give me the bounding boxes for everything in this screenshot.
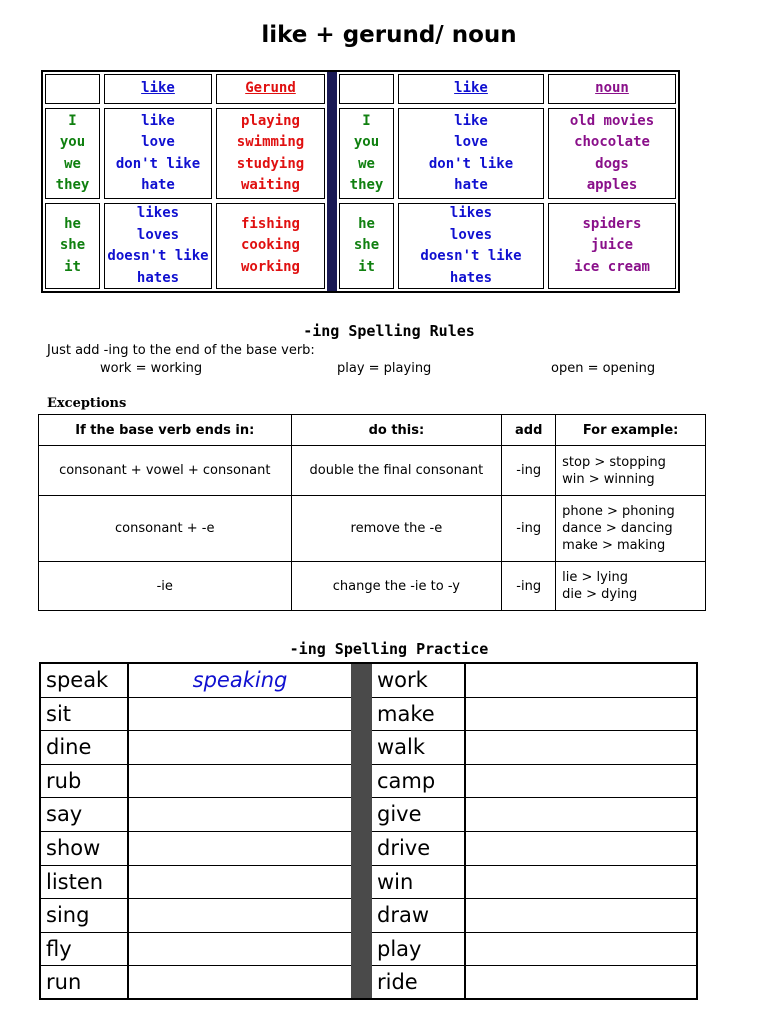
verb: like xyxy=(141,112,175,129)
base-verb: walk xyxy=(377,735,426,760)
verbs-singular-left xyxy=(102,201,214,291)
pronoun: she xyxy=(353,237,380,254)
nouns-row2 xyxy=(546,201,678,291)
column-line xyxy=(464,664,466,998)
noun: chocolate xyxy=(574,134,650,150)
verb: don't like xyxy=(428,155,514,172)
action-cell: change the -ie to -y xyxy=(291,562,502,611)
verb: likes xyxy=(136,205,180,221)
gerund: waiting xyxy=(240,177,300,193)
rule-example: open = opening xyxy=(551,361,656,376)
spelling-rules-title: -ing Spelling Rules xyxy=(303,322,475,340)
gerunds-row1 xyxy=(214,106,327,201)
gerund: swimming xyxy=(236,134,305,150)
base-verb: win xyxy=(377,869,414,894)
base-verb: dine xyxy=(46,735,92,760)
base-verb: sit xyxy=(46,701,72,726)
example-line: lie > lying xyxy=(562,570,628,585)
base-verb: play xyxy=(377,936,422,961)
column-header: do this: xyxy=(291,415,502,446)
base-verb: listen xyxy=(46,869,104,894)
verb: hates xyxy=(136,269,180,286)
verb: loves xyxy=(136,226,180,243)
pronoun: I xyxy=(68,112,77,129)
base-verb: sing xyxy=(46,903,90,928)
header-noun: noun xyxy=(546,72,678,106)
pronouns-plural-right xyxy=(337,106,396,201)
base-verb: make xyxy=(377,701,435,726)
like-gerund-noun-table xyxy=(41,70,680,293)
pronoun: it xyxy=(64,258,81,275)
column-header: For example: xyxy=(556,415,706,446)
ending-cell: consonant + vowel + consonant xyxy=(39,446,292,496)
header-empty-left xyxy=(43,72,102,106)
verb: don't like xyxy=(115,155,201,172)
verb: hate xyxy=(454,177,488,193)
answer-field[interactable]: speaking xyxy=(192,668,288,692)
rule-example: play = playing xyxy=(337,361,432,376)
noun: apples xyxy=(586,177,638,193)
pronoun: you xyxy=(353,134,380,150)
pronouns-plural-left xyxy=(43,106,102,201)
column-header: If the base verb ends in: xyxy=(39,415,292,446)
examples-cell xyxy=(556,446,706,496)
base-verb: ride xyxy=(377,970,418,995)
verb: like xyxy=(454,112,488,129)
gerund: fishing xyxy=(240,215,300,232)
table-header-row xyxy=(39,415,706,446)
practice-title: -ing Spelling Practice xyxy=(289,640,489,658)
verb: doesn't like xyxy=(420,248,522,264)
table-divider xyxy=(327,72,337,291)
rule-example: work = working xyxy=(100,361,203,376)
examples-cell xyxy=(556,562,706,611)
exceptions-label: Exceptions xyxy=(47,396,127,411)
pronouns-singular-right xyxy=(337,201,396,291)
base-verb: camp xyxy=(377,768,436,793)
example-line: win > winning xyxy=(562,471,655,487)
table-row xyxy=(39,446,706,496)
verbs-plural-left xyxy=(102,106,214,201)
header-like-right: like xyxy=(396,72,546,106)
ending-cell: consonant + -e xyxy=(39,496,292,562)
verb: hate xyxy=(141,177,175,193)
page-title: like + gerund/ noun xyxy=(261,22,517,48)
pronoun: he xyxy=(64,215,81,232)
gerund: playing xyxy=(240,112,300,129)
verb: love xyxy=(454,134,488,150)
example-line: make > making xyxy=(562,538,666,553)
gerund: cooking xyxy=(240,237,300,254)
exceptions-table xyxy=(38,414,706,611)
pronouns-singular-left xyxy=(43,201,102,291)
verbs-plural-right xyxy=(396,106,546,201)
pronoun: I xyxy=(362,112,371,129)
practice-table xyxy=(39,662,698,1000)
base-verb: run xyxy=(46,970,82,995)
verb: likes xyxy=(449,205,493,221)
pronoun: they xyxy=(55,177,90,193)
add-cell: -ing xyxy=(502,446,556,496)
action-cell: remove the -e xyxy=(291,496,502,562)
example-line: die > dying xyxy=(562,587,638,602)
base-verb: show xyxy=(46,836,101,860)
base-verb: speak xyxy=(46,668,109,692)
pronoun: it xyxy=(358,258,375,275)
base-verb: fly xyxy=(46,936,72,961)
ending-cell: -ie xyxy=(39,562,292,611)
rules-intro: Just add -ing to the end of the base verb: xyxy=(47,343,315,358)
noun: old movies xyxy=(569,112,655,129)
examples-cell xyxy=(556,496,706,562)
base-verb: draw xyxy=(377,903,430,928)
column-header: add xyxy=(502,415,556,446)
header-like-left: like xyxy=(102,72,214,106)
verbs-singular-right xyxy=(396,201,546,291)
pronoun: we xyxy=(358,155,375,172)
gerund: studying xyxy=(236,155,305,172)
add-cell: -ing xyxy=(502,496,556,562)
base-verb: drive xyxy=(377,836,431,860)
pronoun: you xyxy=(59,134,86,150)
pronoun: we xyxy=(64,155,81,172)
noun: spiders xyxy=(582,215,642,232)
action-cell: double the final consonant xyxy=(291,446,502,496)
base-verb: say xyxy=(46,802,83,827)
table-row xyxy=(39,562,706,611)
table-row xyxy=(39,496,706,562)
example-line: phone > phoning xyxy=(562,504,675,519)
noun: juice xyxy=(590,237,634,254)
gerunds-row2 xyxy=(214,201,327,291)
noun: dogs xyxy=(595,155,629,172)
header-empty-right xyxy=(337,72,396,106)
add-cell: -ing xyxy=(502,562,556,611)
example-line: dance > dancing xyxy=(562,521,673,536)
example-line: stop > stopping xyxy=(562,454,666,470)
noun: ice cream xyxy=(574,258,650,275)
verb: love xyxy=(141,134,175,150)
gerund: working xyxy=(240,258,300,275)
base-verb: give xyxy=(377,802,422,827)
pronoun: he xyxy=(358,215,375,232)
verb: hates xyxy=(449,269,493,286)
pronoun: she xyxy=(59,237,86,254)
divider-column xyxy=(351,664,372,998)
pronoun: they xyxy=(349,177,384,193)
nouns-row1 xyxy=(546,106,678,201)
base-verb: rub xyxy=(46,768,82,793)
header-gerund: Gerund xyxy=(214,72,327,106)
verb: doesn't like xyxy=(107,248,209,264)
column-line xyxy=(127,664,129,998)
base-verb: work xyxy=(377,668,428,692)
verb: loves xyxy=(449,226,493,243)
